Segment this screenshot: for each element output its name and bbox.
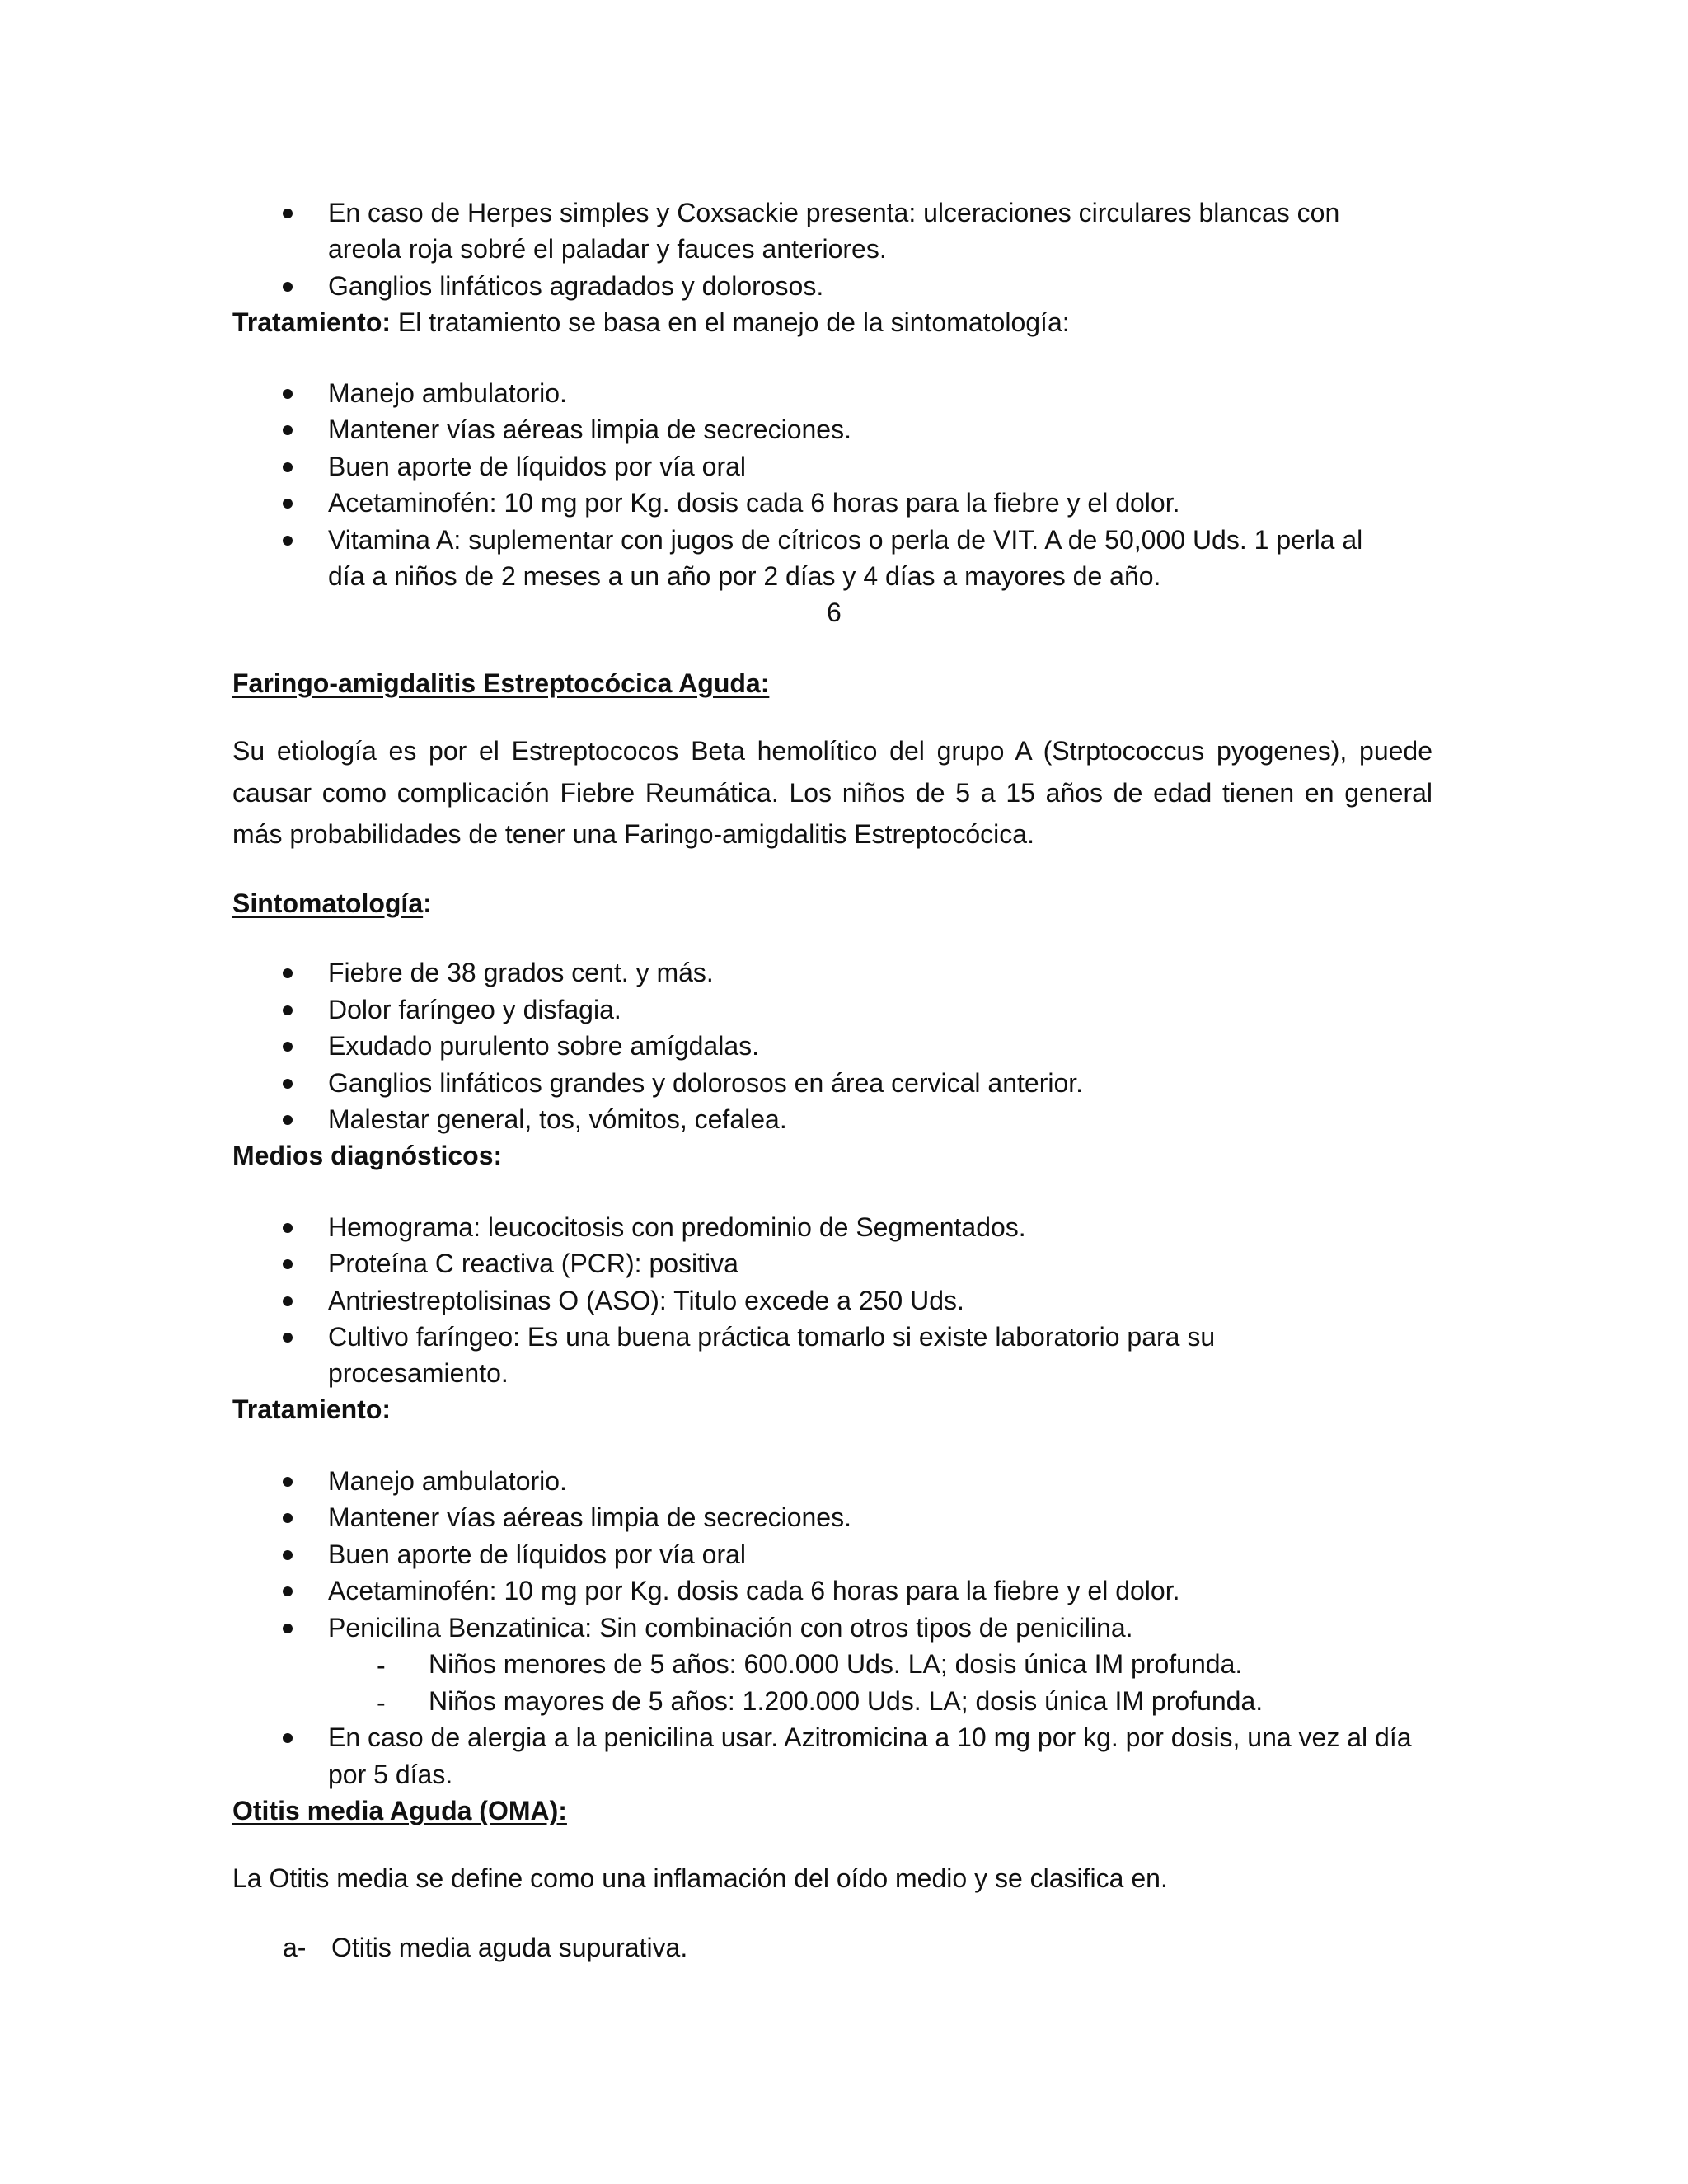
list-item: En caso de alergia a la penicilina usar. Azitromicina a 10 mg por kg. por dosis, una vez al día: [328, 1722, 1412, 1752]
paragraph-line: más probabilidades de tener una Faringo-amigdalitis Estreptocócica.: [232, 819, 1034, 849]
sub-list-item: Niños mayores de 5 años: 1.200.000 Uds. LA; dosis única IM profunda.: [429, 1686, 1264, 1716]
list-item: En caso de Herpes simples y Coxsackie presenta: ulceraciones circulares blancas con: [328, 198, 1340, 227]
paragraph-line: Su etiología es por el Estreptococos Beta hemolítico del grupo A (Strptococcus pyogenes), puede: [232, 736, 1432, 766]
list-item: Buen aporte de líquidos por vía oral: [328, 1540, 746, 1569]
list-item: Penicilina Benzatinica: Sin combinación con otros tipos de penicilina.: [328, 1613, 1133, 1643]
list-item: Manejo ambulatorio.: [328, 378, 567, 408]
list-item: Fiebre de 38 grados cent. y más.: [328, 958, 714, 987]
bullet-icon: [283, 425, 293, 435]
bullet-icon: [283, 1733, 293, 1743]
bullet-icon: [283, 1477, 293, 1487]
sintomatologia-heading: Sintomatología: [232, 888, 424, 918]
bullet-icon: [283, 282, 293, 292]
paragraph-line: La Otitis media se define como una inflamación del oído medio y se clasifica en.: [232, 1863, 1168, 1893]
list-item-continuation: procesamiento.: [328, 1358, 509, 1388]
bullet-icon: [283, 1005, 293, 1015]
bullet-icon: [283, 1042, 293, 1052]
list-item: Hemograma: leucocitosis con predominio de Segmentados.: [328, 1212, 1026, 1242]
bullet-icon: [283, 1586, 293, 1596]
list-item: Ganglios linfáticos grandes y dolorosos en área cervical anterior.: [328, 1068, 1084, 1098]
bullet-icon: [283, 1296, 293, 1306]
treatment-paragraph: [232, 309, 1070, 335]
list-marker: a-: [283, 1933, 307, 1962]
bullet-icon: [283, 1513, 293, 1523]
list-item: Otitis media aguda supurativa.: [331, 1933, 688, 1962]
subsection-heading: Medios diagnósticos:: [232, 1141, 503, 1170]
bullet-icon: [283, 1115, 293, 1125]
bullet-icon: [283, 1079, 293, 1089]
list-item: Malestar general, tos, vómitos, cefalea.: [328, 1104, 787, 1134]
list-item-continuation: areola roja sobré el paladar y fauces anteriores.: [328, 234, 887, 264]
treatment-label: Tratamiento:: [232, 307, 392, 337]
bullet-icon: [283, 536, 293, 546]
bullet-icon: [283, 499, 293, 509]
list-item: Dolor faríngeo y disfagia.: [328, 995, 621, 1024]
list-item: Proteína C reactiva (PCR): positiva: [328, 1249, 738, 1278]
sub-list-item: Niños menores de 5 años: 600.000 Uds. LA; dosis única IM profunda.: [429, 1649, 1243, 1679]
bullet-icon: [283, 1550, 293, 1560]
bullet-icon: [283, 209, 293, 218]
section-heading: Otitis media Aguda (OMA):: [232, 1796, 567, 1825]
bullet-icon: [283, 1259, 293, 1269]
list-item: Mantener vías aéreas limpia de secreciones.: [328, 1502, 851, 1532]
list-item: Vitamina A: suplementar con jugos de cítricos o perla de VIT. A de 50,000 Uds. 1 perla al: [328, 525, 1363, 555]
list-item: Cultivo faríngeo: Es una buena práctica tomarlo si existe laboratorio para su: [328, 1322, 1216, 1352]
bullet-icon: [283, 1624, 293, 1633]
list-item: Acetaminofén: 10 mg por Kg. dosis cada 6 horas para la fiebre y el dolor.: [328, 1576, 1180, 1605]
section-heading: Faringo-amigdalitis Estreptocócica Aguda:: [232, 668, 770, 698]
list-item: Buen aporte de líquidos por vía oral: [328, 452, 746, 481]
list-item: Acetaminofén: 10 mg por Kg. dosis cada 6 horas para la fiebre y el dolor.: [328, 488, 1180, 518]
list-item: Mantener vías aéreas limpia de secreciones.: [328, 415, 851, 444]
bullet-icon: [283, 1223, 293, 1233]
dash-icon: -: [377, 1651, 386, 1680]
list-item: Ganglios linfáticos agradados y dolorosos.: [328, 271, 824, 301]
bullet-icon: [283, 462, 293, 472]
subsection-heading: Tratamiento:: [232, 1394, 392, 1424]
page-number: 6: [827, 598, 842, 627]
bullet-icon: [283, 1333, 293, 1343]
paragraph-line: causar como complicación Fiebre Reumática. Los niños de 5 a 15 años de edad tienen en general: [232, 778, 1432, 808]
bullet-icon: [283, 389, 293, 399]
list-item: Antriestreptolisinas O (ASO): Titulo excede a 250 Uds.: [328, 1286, 964, 1315]
bullet-icon: [283, 968, 293, 978]
list-item-continuation: día a niños de 2 meses a un año por 2 días y 4 días a mayores de año.: [328, 561, 1161, 591]
list-item: Exudado purulento sobre amígdalas.: [328, 1031, 760, 1061]
subsection-heading: [232, 890, 432, 916]
dash-icon: -: [377, 1688, 386, 1718]
list-item: Manejo ambulatorio.: [328, 1466, 567, 1496]
treatment-text: El tratamiento se basa en el manejo de la sintomatología:: [391, 307, 1070, 337]
list-item-continuation: por 5 días.: [328, 1760, 453, 1789]
heading-colon: :: [423, 888, 432, 918]
